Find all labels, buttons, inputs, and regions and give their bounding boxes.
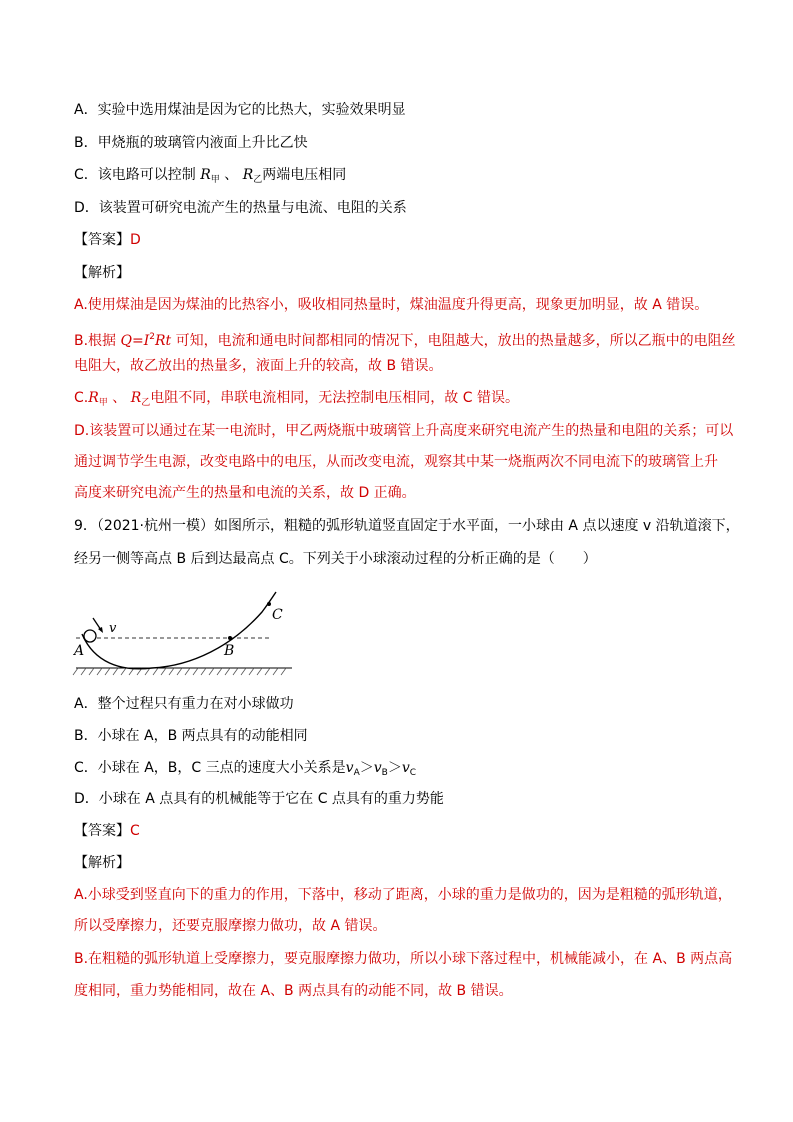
q8-explain-d-line3: 高度来研究电流产生的热量和电流的关系，故 D 正确。 <box>74 485 416 501</box>
formula-q: Q=I <box>120 333 150 349</box>
explain-b-pre: B.根据 <box>74 333 121 349</box>
q9-option-a: A．整个过程只有重力在对小球做功 <box>74 696 294 712</box>
q8-explain-a: A.使用煤油是因为煤油的比热容小，吸收相同热量时，煤油温度升得更高，现象更加明显，故 A 错误。 <box>74 297 709 313</box>
r1-symbol: R <box>200 167 211 183</box>
q8-option-c-sep: 、 <box>224 167 239 183</box>
answer-value: C <box>130 823 140 839</box>
vc-subscript: C <box>409 768 417 778</box>
explain-c-r2: R <box>130 390 142 406</box>
q8-answer <box>74 230 141 250</box>
q8-option-a: A．实验中选用煤油是因为它的比热大，实验效果明显 <box>74 102 406 118</box>
q8-option-c-pre: C．该电路可以控制 <box>74 167 201 183</box>
q9-explain-a-line1: A.小球受到竖直向下的重力的作用，下落中，移动了距离，小球的重力是做功的，因为是粗糙的弧形轨道， <box>74 887 732 903</box>
answer-value: D <box>130 232 141 248</box>
point-b-dot <box>228 636 232 640</box>
q9-option-c <box>74 758 416 783</box>
explain-b-post: 可知，电流和通电时间都相同的情况下，电阻越大，放出的热量越多，所以乙瓶中的电阻丝 <box>171 333 736 349</box>
track-diagram <box>72 582 312 682</box>
formula-exponent: 2 <box>149 332 155 342</box>
q9-stem-line1: 9．（2021·杭州一模）如图所示，粗糙的弧形轨道竖直固定于水平面，一小球由 A 点以速度 v 沿轨道滚下， <box>74 518 740 534</box>
q8-option-d: D．该装置可研究电流产生的热量与电流、电阻的关系 <box>74 200 407 216</box>
answer-label: 【答案】 <box>74 823 130 839</box>
q9-option-c-pre: C．小球在 A，B，C 三点的速度大小关系是 <box>74 760 346 776</box>
vb-subscript: B <box>381 768 388 778</box>
formula-rt: Rt <box>155 333 172 349</box>
q9-option-d: D．小球在 A 点具有的机械能等于它在 C 点具有的重力势能 <box>74 791 444 807</box>
q9-analysis-label: 【解析】 <box>74 855 130 871</box>
explain-c-r1-sub: 甲 <box>98 398 108 408</box>
explain-c-sep: 、 <box>112 390 127 406</box>
ground-hatching <box>73 668 292 675</box>
q8-analysis-label: 【解析】 <box>74 265 130 281</box>
r2-symbol: R <box>242 167 254 183</box>
q8-option-c <box>74 165 346 190</box>
va-symbol: v <box>345 760 354 776</box>
q9-answer <box>74 821 140 841</box>
explain-c-pre: C. <box>74 390 89 406</box>
gt-sign-1: ＞ <box>359 760 374 776</box>
q8-explain-b-line2: 电阻大，故乙放出的热量多，液面上升的较高，故 B 错误。 <box>74 358 443 374</box>
q9-option-b: B．小球在 A，B 两点具有的动能相同 <box>74 728 308 744</box>
label-a: A <box>74 643 85 659</box>
q8-explain-b-line1 <box>74 327 736 351</box>
point-c-dot <box>267 602 271 606</box>
q9-stem-line2: 经另一侧等高点 B 后到达最高点 C。下列关于小球滚动过程的分析正确的是（ ） <box>74 551 597 567</box>
q8-explain-c <box>74 388 519 413</box>
r2-subscript: 乙 <box>253 175 263 185</box>
q9-explain-a-line2: 所以受摩擦力，还要克服摩擦力做功，故 A 错误。 <box>74 918 387 934</box>
ball-icon <box>84 630 96 642</box>
q8-option-b: B．甲烧瓶的玻璃管内液面上升比乙快 <box>74 135 308 151</box>
gt-sign-2: ＞ <box>387 760 402 776</box>
arrow-head-icon <box>98 627 103 633</box>
label-c: C <box>272 607 283 623</box>
va-subscript: A <box>353 768 360 778</box>
explain-c-r1: R <box>88 390 99 406</box>
label-v: v <box>109 621 117 636</box>
label-b: B <box>224 643 235 659</box>
vc-symbol: v <box>401 760 410 776</box>
explain-c-post: 电阻不同，串联电流相同，无法控制电压相同，故 C 错误。 <box>150 390 519 406</box>
answer-label: 【答案】 <box>74 232 130 248</box>
q8-explain-d-line1: D.该装置可以通过在某一电流时，甲乙两烧瓶中玻璃管上升高度来研究电流产生的热量和电阻的关系；可以 <box>74 423 734 439</box>
q9-explain-b-line1: B.在粗糙的弧形轨道上受摩擦力，要克服摩擦力做功，所以小球下落过程中，机械能减小，在 A、B 两点高 <box>74 951 733 967</box>
explain-c-r2-sub: 乙 <box>141 398 151 408</box>
q8-option-c-post: 两端电压相同 <box>262 167 347 183</box>
q8-explain-d-line2: 通过调节学生电源，改变电路中的电压，从而改变电流，观察其中某一烧瓶两次不同电流下的玻璃管上升 <box>74 454 718 470</box>
vb-symbol: v <box>373 760 382 776</box>
r1-subscript: 甲 <box>210 175 220 185</box>
q9-explain-b-line2: 度相同，重力势能相同，故在 A、B 两点具有的动能不同，故 B 错误。 <box>74 983 513 999</box>
